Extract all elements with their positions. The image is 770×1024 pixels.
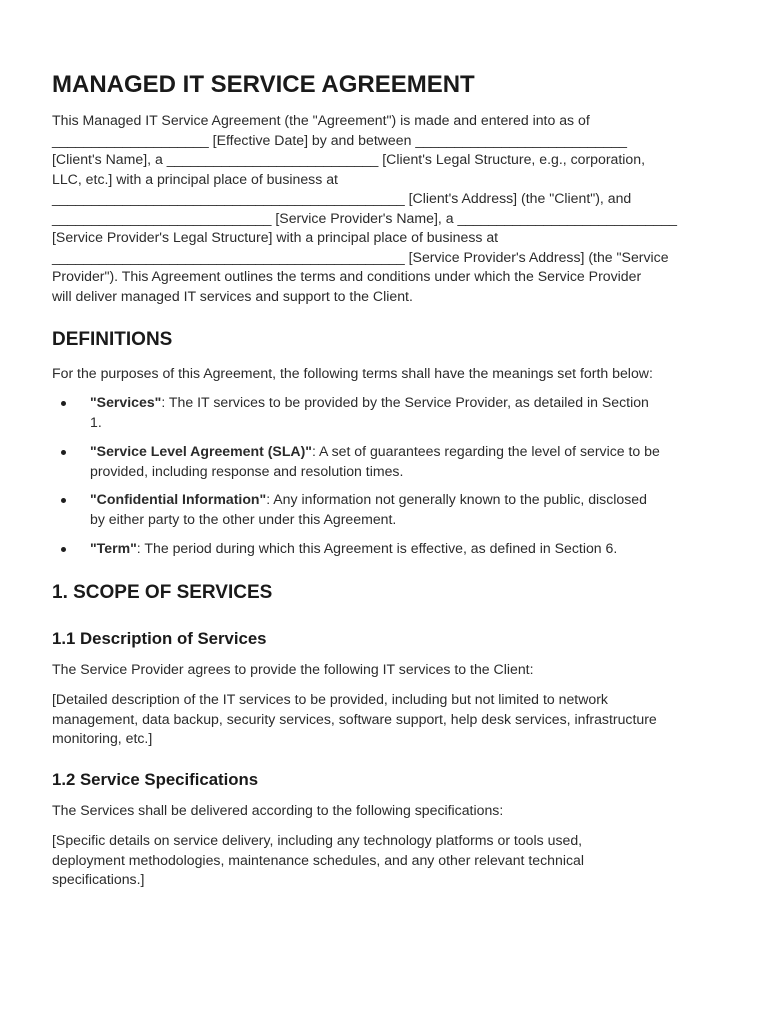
detail-line: deployment methodologies, maintenance schedules, and any other relevant technical <box>52 851 584 868</box>
detail-line: [Detailed description of the IT services to be provided, including but not limited to network <box>52 691 608 707</box>
detail-line: [Specific details on service delivery, including any technology platforms or tools used, <box>52 832 583 848</box>
intro-line: This Managed IT Service Agreement (the "Agreement") is made and entered into as of <box>52 112 590 128</box>
definition-text: : Any information not generally known to the public, disclosed <box>266 491 647 507</box>
definition-continuation: 1. <box>90 413 102 430</box>
detail-line: management, data backup, security services, software support, help desk services, infrastructure <box>52 710 657 727</box>
definition-term: "Term" <box>90 540 137 556</box>
document-title: MANAGED IT SERVICE AGREEMENT <box>52 71 475 98</box>
detail-line: monitoring, etc.] <box>52 730 153 746</box>
description-of-services-lead: The Service Provider agrees to provide the following IT services to the Client: <box>52 661 534 677</box>
definition-term: "Services" <box>90 394 162 410</box>
intro-paragraph <box>52 111 724 306</box>
bullet-icon <box>61 498 66 503</box>
intro-line: _____________________________________________ [Client's Address] (the "Client"), and <box>52 190 632 206</box>
detail-line: specifications.] <box>52 871 145 887</box>
definition-continuation: provided, including response and resolution times. <box>90 462 404 479</box>
bullet-icon <box>61 547 66 552</box>
intro-line: LLC, etc.] with a principal place of business at <box>52 170 338 187</box>
definition-text: : The period during which this Agreement is effective, as defined in Section 6. <box>136 540 618 556</box>
definition-term: "Service Level Agreement (SLA)" <box>90 443 312 459</box>
intro-line: ____________________________ [Service Provider's Name], a ____________________________ <box>52 209 677 226</box>
intro-line: will deliver managed IT services and support to the Client. <box>52 287 413 304</box>
intro-line: Provider"). This Agreement outlines the terms and conditions under which the Service Provider <box>52 268 642 284</box>
definition-text: : The IT services to be provided by the Service Provider, as detailed in Section <box>161 394 649 410</box>
definition-text: : A set of guarantees regarding the level of service to be <box>311 443 660 459</box>
description-of-services-heading: 1.1 Description of Services <box>52 629 267 648</box>
intro-line: ____________________ [Effective Date] by and between ___________________________ <box>52 131 627 148</box>
intro-line: _____________________________________________ [Service Provider's Address] (the "Service <box>52 248 669 265</box>
intro-line: [Client's Name], a ___________________________ [Client's Legal Structure, e.g., corporation, <box>52 151 646 167</box>
service-specifications-detail <box>52 831 724 890</box>
definitions-lead: For the purposes of this Agreement, the following terms shall have the meanings set forth below: <box>52 365 653 381</box>
definitions-heading: DEFINITIONS <box>52 329 173 350</box>
service-specifications-heading: 1.2 Service Specifications <box>52 770 259 789</box>
intro-line: [Service Provider's Legal Structure] with a principal place of business at <box>52 229 499 245</box>
description-of-services-detail <box>52 690 724 749</box>
definition-continuation: by either party to the other under this Agreement. <box>90 510 397 527</box>
bullet-icon <box>61 401 66 406</box>
definition-term: "Confidential Information" <box>90 491 267 507</box>
scope-heading: 1. SCOPE OF SERVICES <box>52 582 273 603</box>
service-specifications-lead: The Services shall be delivered according to the following specifications: <box>52 802 504 818</box>
bullet-icon <box>61 450 66 455</box>
